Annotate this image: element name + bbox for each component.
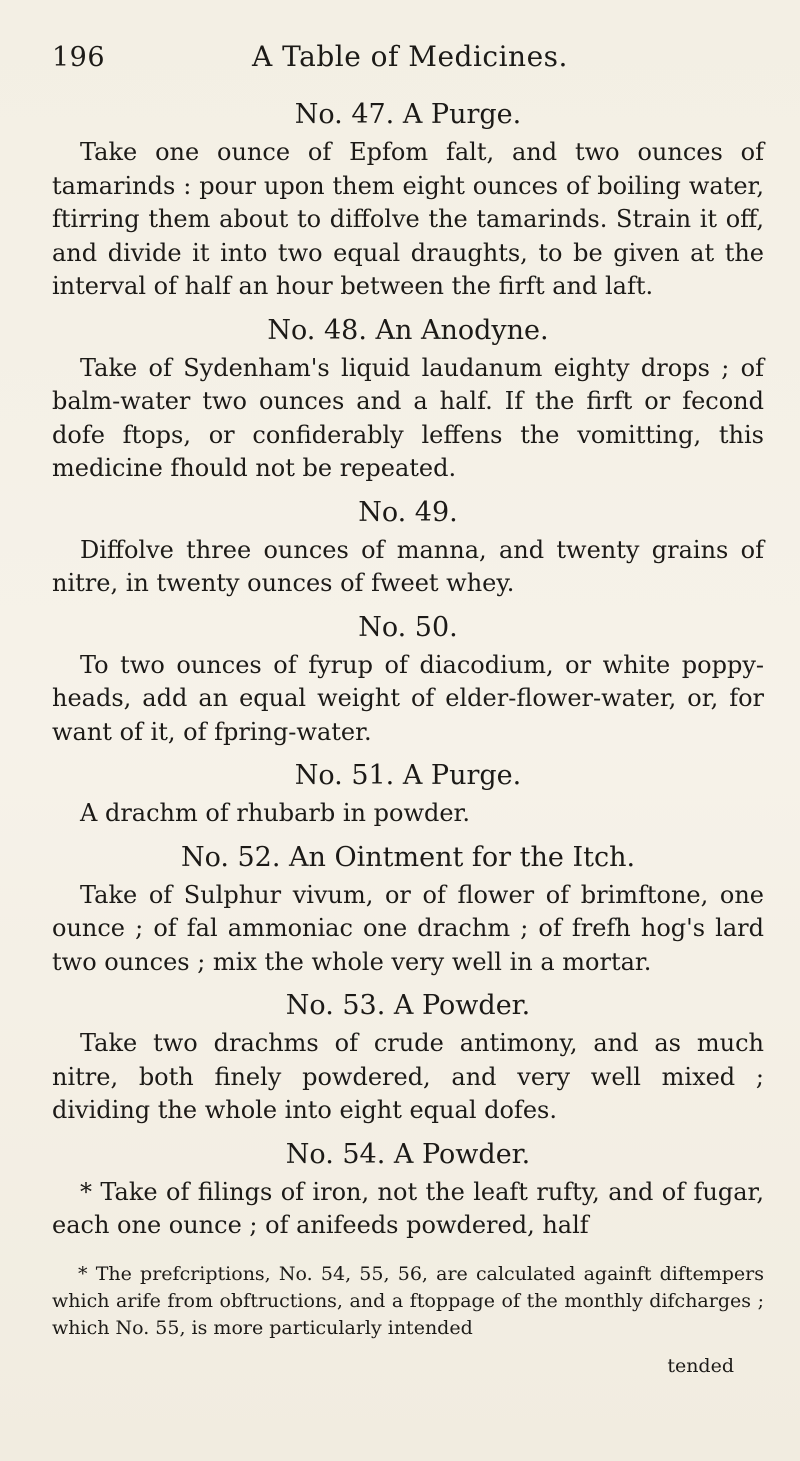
recipe-heading: No. 51. A Purge. — [294, 760, 522, 791]
recipe-text: Take one ounce of Epfom falt, and two ounces of tamarinds : pour upon them eight ounces of boiling water, ftirring them about to diffolve the tamarinds. Strain it off, and divide it into two equal draughts, to be given at the interval of half an hour between the firft and laft. — [52, 138, 764, 300]
recipe-text: Take of Sulphur vivum, or of flower of brimftone, one ounce ; of fal ammoniac one drachm ; of frefh hog's lard two ounces ; mix the whole very well in a mortar. — [52, 880, 764, 976]
recipe-entry-50 — [52, 609, 764, 750]
recipe-text: Diffolve three ounces of manna, and twenty grains of nitre, in twenty ounces of fweet whey. — [52, 535, 764, 597]
recipe-heading: No. 54. A Powder. — [285, 1138, 531, 1170]
recipe-entry-53 — [52, 987, 764, 1128]
footnote: * The prefcriptions, No. 54, 55, 56, are calculated againft diftempers which arife from obftructions, and a ftoppage of the monthly difcharges ; which No. 55, is more particularly intended — [52, 1262, 764, 1339]
recipe-entry-48 — [52, 312, 764, 486]
recipe-heading: No. 53. A Powder. — [285, 990, 531, 1021]
recipe-text: Take two drachms of crude antimony, and as much nitre, both finely powdered, and very well mixed ; dividing the whole into eight equal dofes. — [52, 1029, 764, 1124]
running-title: A Table of Medicines. — [252, 40, 568, 73]
recipe-text: A drachm of rhubarb in powder. — [80, 799, 471, 827]
running-head — [52, 40, 764, 88]
recipe-heading: No. 48. An Anodyne. — [267, 314, 549, 346]
recipe-heading: No. 49. — [358, 496, 458, 528]
recipe-entry-54 — [52, 1136, 764, 1243]
recipe-text: * Take of filings of iron, not the leaft rufty, and of fugar, each one ounce ; of anifeeds powdered, half — [52, 1177, 764, 1239]
recipe-heading: No. 50. — [358, 611, 458, 643]
page-number: 196 — [52, 42, 106, 73]
recipe-entry-51 — [52, 757, 764, 831]
recipe-text: To two ounces of fyrup of diacodium, or white poppy-heads, add an equal weight of elder-flower-water, or, for want of it, of fpring-water. — [52, 650, 764, 746]
catchword: tended — [667, 1354, 734, 1377]
recipe-text: Take of Sydenham's liquid laudanum eighty drops ; of balm-water two ounces and a half. If the firft or fecond dofe ftops, or confiderably leffens the vomitting, this medicine fhould not be repeated. — [52, 353, 764, 482]
recipe-heading: No. 47. A Purge. — [294, 99, 522, 130]
recipe-entry-47 — [52, 96, 764, 304]
recipe-heading: No. 52. An Ointment for the Itch. — [180, 841, 636, 873]
recipe-entry-52 — [52, 839, 764, 980]
recipe-entry-49 — [52, 494, 764, 601]
